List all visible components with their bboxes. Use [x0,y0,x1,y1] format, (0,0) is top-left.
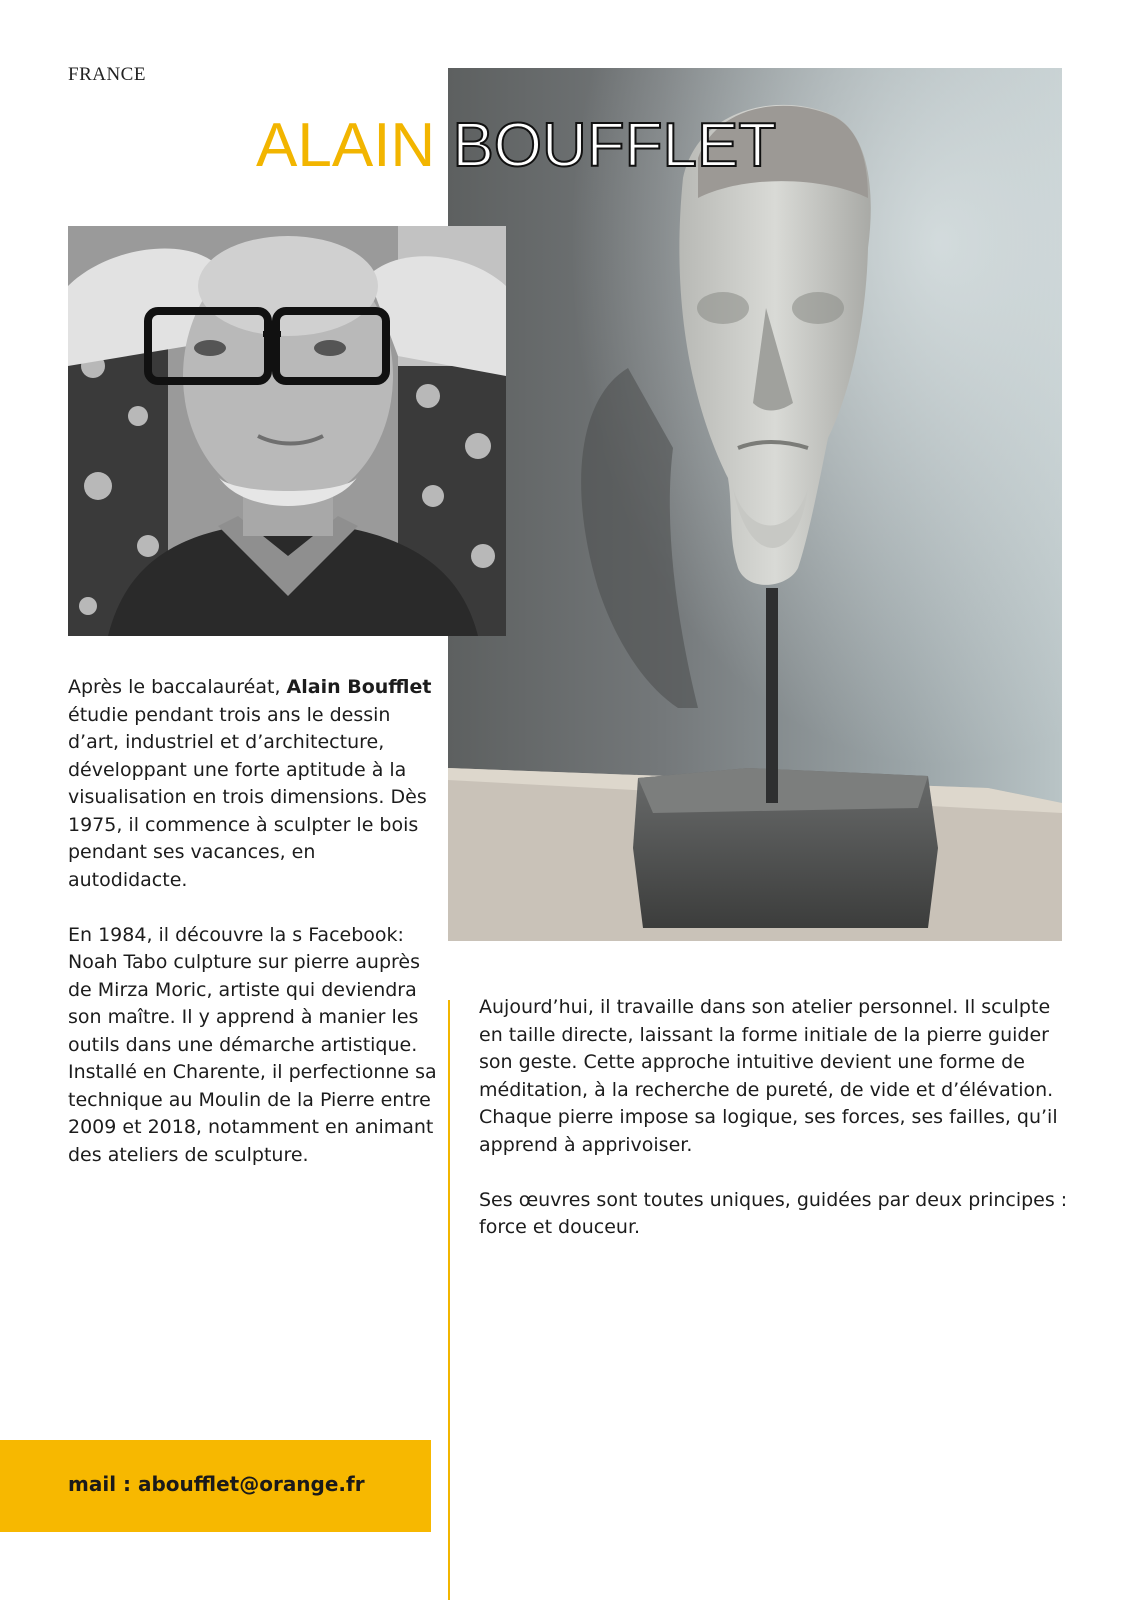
country-label: FRANCE [68,64,146,85]
first-name: ALAIN [256,111,436,180]
bio-paragraph-4: Ses œuvres sont toutes uniques, guidées par deux principes : force et douceur. [479,1188,1068,1238]
sculpture-photo [448,68,1062,941]
last-name: BOUFFLET [452,111,777,180]
bio-paragraph-2: En 1984, il découvre la s Facebook: Noah Tabo culpture sur pierre auprès de Mirza Moric, artiste qui deviendra son maître. Il y apprend à manier les outils dans une démarche artistique. Installé en Charente, il perfectionne sa technique au Moulin de la Pierre entre 2009 et 2018, notamment en animant des ateliers de sculpture. [68,923,437,1166]
bio-paragraph-3: Aujourd’hui, il travaille dans son atelier personnel. Il sculpte en taille directe, laissant la forme initiale de la pierre guider son geste. Cette approche intuitive devient une forme de méditation, à la recherche de pureté, de vide et d’élévation. Chaque pierre impose sa logique, ses forces, ses failles, qu’il apprend à apprivoiser. [479,996,1058,1156]
biography-left-column [68,674,438,1197]
column-divider [448,1000,450,1600]
bio-intro-text: Après le baccalauréat, [68,676,287,698]
bio-intro-rest: étudie pendant trois ans le dessin d’art, industriel et d’architecture, développant une forte aptitude à la visualisation en trois dimensions. Dès 1975, il commence à sculpter le bois pendant ses vacances, en autodidacte. [68,703,427,891]
artist-name-title [256,108,776,184]
artist-portrait-photo [68,226,506,636]
bio-paragraph-1 [68,674,438,894]
biography-right-column [479,994,1069,1269]
contact-email[interactable]: mail : aboufflet@orange.fr [68,1472,365,1496]
bio-artist-name: Alain Boufflet [286,676,432,698]
